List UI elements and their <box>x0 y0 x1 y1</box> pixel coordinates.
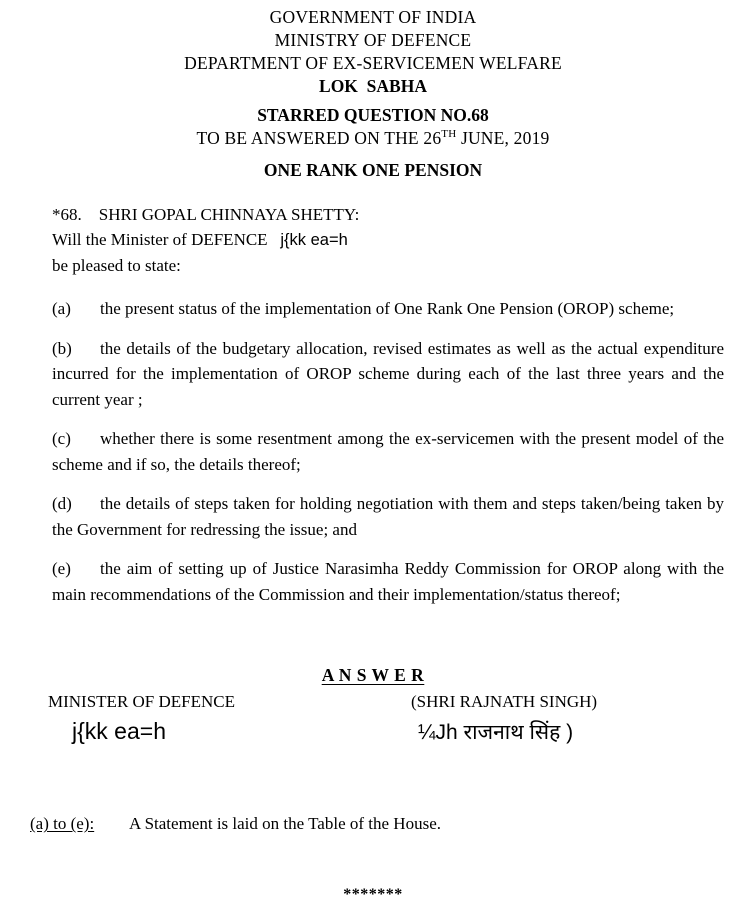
header-spacer-2 <box>0 150 746 159</box>
minister-addressed-english: Will the Minister of DEFENCE <box>52 230 281 249</box>
document-header <box>0 0 746 182</box>
question-item-e-text: the aim of setting up of Justice Narasimha Reddy Commission for OROP along with the main recommendations of the Commission and their implementation/status thereof; <box>52 559 724 604</box>
spacer-before-closing <box>0 752 746 814</box>
question-item-d-label: (d) <box>52 494 72 513</box>
question-item-e <box>52 556 724 607</box>
spacer-before-items <box>52 278 724 296</box>
minister-name-hindi: ¼Jh राजनाथ सिंह ) <box>418 721 574 744</box>
spacer-before-footer <box>0 840 746 886</box>
header-question-number: STARRED QUESTION NO.68 <box>257 105 489 125</box>
answer-date-prefix: TO BE ANSWERED ON THE 26 <box>196 128 442 148</box>
minister-addressed-line <box>52 227 724 253</box>
minister-designation-english: MINISTER OF DEFENCE <box>48 692 236 711</box>
spacer-d-e <box>52 542 724 556</box>
minister-addressed-hindi: j{kk ea=h <box>280 231 348 249</box>
answer-section <box>0 665 746 752</box>
spacer-c-d <box>52 477 724 491</box>
signature-row-hindi <box>0 718 746 752</box>
answer-heading-text: A N S W E R <box>321 665 425 685</box>
answer-heading <box>0 665 746 686</box>
spacer-before-answer <box>0 607 746 665</box>
signature-row-english <box>0 692 746 718</box>
question-item-b <box>52 336 724 413</box>
header-house: LOK SABHA <box>319 76 427 96</box>
spacer-a-b <box>52 322 724 336</box>
spacer-after-header <box>0 182 746 202</box>
header-answer-date <box>0 127 746 150</box>
header-government: GOVERNMENT OF INDIA <box>269 7 477 27</box>
answer-date-suffix: JUNE, 2019 <box>456 128 550 148</box>
question-item-b-label: (b) <box>52 338 72 358</box>
question-item-d <box>52 491 724 542</box>
minister-name-english: (SHRI RAJNATH SINGH) <box>411 692 598 711</box>
header-department: DEPARTMENT OF EX-SERVICEMEN WELFARE <box>184 53 562 73</box>
question-item-e-label: (e) <box>52 559 71 578</box>
question-item-c-text: whether there is some resentment among the ex-servicemen with the present model of the scheme and if so, the details thereof; <box>52 429 724 474</box>
question-number-member: *68. SHRI GOPAL CHINNAYA SHETTY: <box>52 205 360 224</box>
closing-item-range-label: (a) to (e): <box>30 814 95 833</box>
header-ministry: MINISTRY OF DEFENCE <box>274 30 472 50</box>
question-item-c <box>52 426 724 477</box>
closing-statement-row <box>0 814 746 840</box>
footer-asterisks: ******* <box>343 886 403 903</box>
header-subject: ONE RANK ONE PENSION <box>263 160 483 180</box>
question-body <box>22 202 724 607</box>
question-item-d-text: the details of steps taken for holding negotiation with them and steps taken/being taken by the Government for redressing the issue; and <box>52 494 724 539</box>
pleased-to-state-line: be pleased to state: <box>52 256 181 275</box>
question-item-a <box>52 296 724 322</box>
question-item-b-text: the details of the budgetary allocation, revised estimates as well as the actual expenditure incurred for the implementation of OROP scheme during each of the last three years and the current year ; <box>52 338 724 409</box>
closing-statement-text: A Statement is laid on the Table of the House. <box>129 814 441 833</box>
question-item-a-label: (a) <box>52 299 71 318</box>
question-item-a-text: the present status of the implementation of One Rank One Pension (OROP) scheme; <box>100 299 675 318</box>
spacer-b-c <box>52 412 724 426</box>
answer-date-ordinal-suffix: TH <box>441 128 457 141</box>
question-item-c-label: (c) <box>52 429 71 448</box>
minister-designation-hindi: j{kk ea=h <box>72 718 166 744</box>
